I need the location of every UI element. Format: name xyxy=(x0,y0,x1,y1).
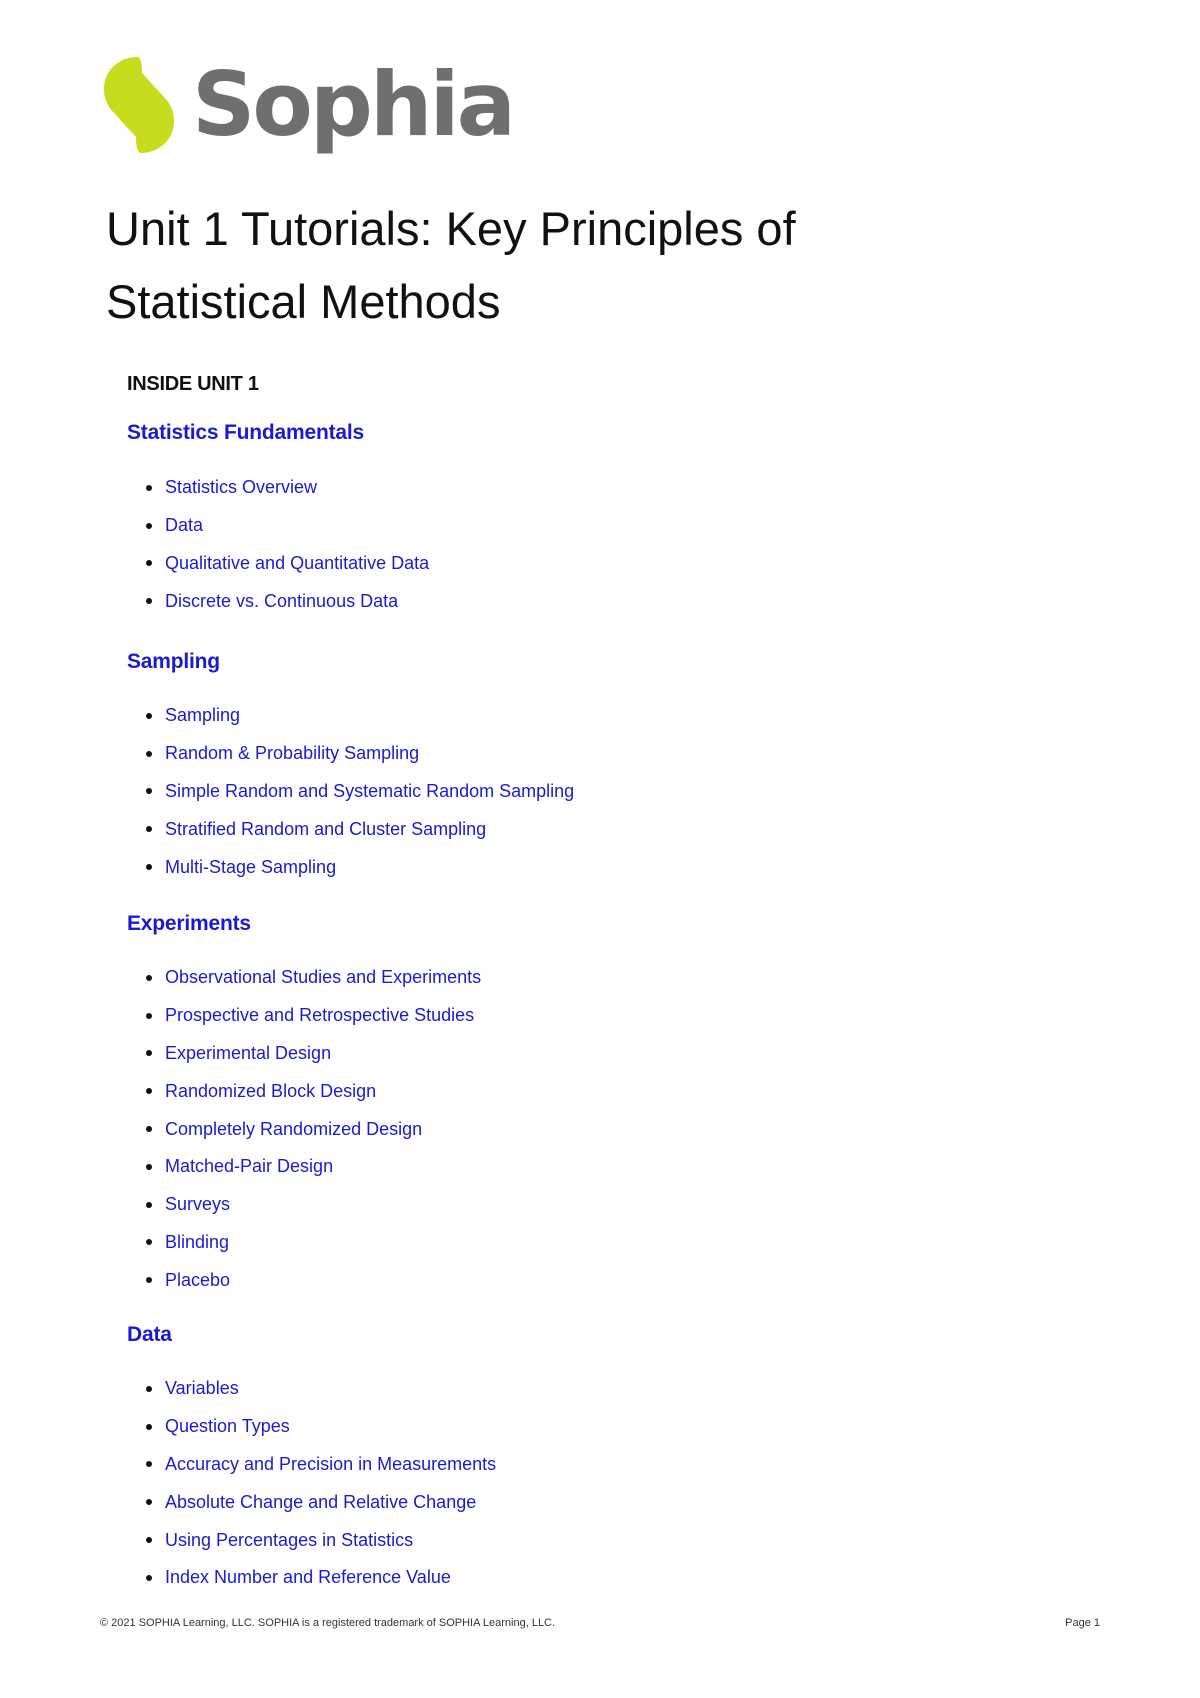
title-line-2: Statistical Methods xyxy=(106,275,501,328)
bullet-icon xyxy=(146,751,152,757)
list-item[interactable] xyxy=(146,1186,481,1224)
section-title-experiments[interactable]: Experiments xyxy=(127,912,251,935)
list-item[interactable] xyxy=(146,1072,481,1110)
section-list-data xyxy=(146,1370,496,1597)
list-item[interactable] xyxy=(146,1370,496,1408)
link-text: Placebo xyxy=(165,1269,231,1290)
bullet-icon xyxy=(146,1277,152,1283)
title-line-1: Unit 1 Tutorials: Key Principles of xyxy=(106,202,796,255)
page-number: Page 1 xyxy=(1065,1617,1100,1629)
list-item[interactable] xyxy=(146,582,429,620)
list-item[interactable] xyxy=(146,1224,481,1262)
bullet-icon xyxy=(146,788,152,794)
link-text: Completely Randomized Design xyxy=(165,1118,423,1139)
link-text: Surveys xyxy=(165,1194,231,1215)
list-item[interactable] xyxy=(146,810,574,848)
link-text: Experimental Design xyxy=(165,1042,332,1063)
link-text: Stratified Random and Cluster Sampling xyxy=(165,818,487,839)
list-item[interactable] xyxy=(146,773,574,811)
document-title xyxy=(106,192,1006,338)
link-text: Absolute Change and Relative Change xyxy=(165,1491,477,1512)
link-text: Randomized Block Design xyxy=(165,1080,377,1101)
list-item[interactable] xyxy=(146,1521,496,1559)
list-item[interactable] xyxy=(146,848,574,886)
bullet-icon xyxy=(146,1126,152,1132)
link-text: Index Number and Reference Value xyxy=(165,1567,451,1588)
bullet-icon xyxy=(146,1164,152,1170)
link-text: Multi-Stage Sampling xyxy=(165,856,337,877)
bullet-icon xyxy=(146,975,152,981)
bullet-icon xyxy=(146,523,152,529)
link-text: Variables xyxy=(165,1378,239,1399)
link-text: Sampling xyxy=(165,705,241,726)
list-item[interactable] xyxy=(146,1408,496,1446)
bullet-icon xyxy=(146,1461,152,1467)
sophia-logo xyxy=(102,55,513,155)
link-text: Observational Studies and Experiments xyxy=(165,967,482,988)
sophia-wordmark: Sophia xyxy=(192,53,514,156)
list-item[interactable] xyxy=(146,697,574,735)
link-text: Using Percentages in Statistics xyxy=(165,1529,414,1550)
link-text: Matched-Pair Design xyxy=(165,1156,334,1177)
link-text: Random & Probability Sampling xyxy=(165,743,420,764)
list-item[interactable] xyxy=(146,469,429,507)
link-text: Prospective and Retrospective Studies xyxy=(165,1005,475,1026)
section-title-data[interactable]: Data xyxy=(127,1323,172,1346)
list-item[interactable] xyxy=(146,735,574,773)
link-text: Blinding xyxy=(165,1231,230,1252)
bullet-icon xyxy=(146,1537,152,1543)
link-text: Discrete vs. Continuous Data xyxy=(165,590,399,611)
bullet-icon xyxy=(146,485,152,491)
list-item[interactable] xyxy=(146,997,481,1035)
bullet-icon xyxy=(146,864,152,870)
list-item[interactable] xyxy=(146,1559,496,1597)
bullet-icon xyxy=(146,1202,152,1208)
link-text: Accuracy and Precision in Measurements xyxy=(165,1453,497,1474)
bullet-icon xyxy=(146,560,152,566)
link-text: Statistics Overview xyxy=(165,477,318,498)
list-item[interactable] xyxy=(146,1148,481,1186)
bullet-icon xyxy=(146,1499,152,1505)
list-item[interactable] xyxy=(146,507,429,545)
link-text: Simple Random and Systematic Random Sampling xyxy=(165,780,575,801)
link-text: Qualitative and Quantitative Data xyxy=(165,552,430,573)
section-title-sampling[interactable]: Sampling xyxy=(127,650,220,673)
inside-unit-label: INSIDE UNIT 1 xyxy=(127,373,259,395)
bullet-icon xyxy=(146,1050,152,1056)
link-text: Question Types xyxy=(165,1416,290,1437)
bullet-icon xyxy=(146,713,152,719)
section-title-statistics-fundamentals[interactable]: Statistics Fundamentals xyxy=(127,421,364,444)
page-footer xyxy=(100,1617,1100,1629)
bullet-icon xyxy=(146,1239,152,1245)
list-item[interactable] xyxy=(146,1035,481,1073)
list-item[interactable] xyxy=(146,1483,496,1521)
list-item[interactable] xyxy=(146,1110,481,1148)
link-text: Data xyxy=(165,515,204,536)
copyright-text: © 2021 SOPHIA Learning, LLC. SOPHIA is a registered trademark of SOPHIA Learning, LLC. xyxy=(100,1617,556,1629)
sophia-s-mark-icon xyxy=(102,55,176,155)
bullet-icon xyxy=(146,598,152,604)
list-item[interactable] xyxy=(146,1261,481,1299)
bullet-icon xyxy=(146,1386,152,1392)
bullet-icon xyxy=(146,1088,152,1094)
bullet-icon xyxy=(146,1013,152,1019)
bullet-icon xyxy=(146,1575,152,1581)
bullet-icon xyxy=(146,826,152,832)
list-item[interactable] xyxy=(146,545,429,583)
section-list-statistics-fundamentals xyxy=(146,469,429,620)
list-item[interactable] xyxy=(146,959,481,997)
bullet-icon xyxy=(146,1424,152,1430)
list-item[interactable] xyxy=(146,1446,496,1484)
section-list-sampling xyxy=(146,697,574,886)
section-list-experiments xyxy=(146,959,481,1299)
